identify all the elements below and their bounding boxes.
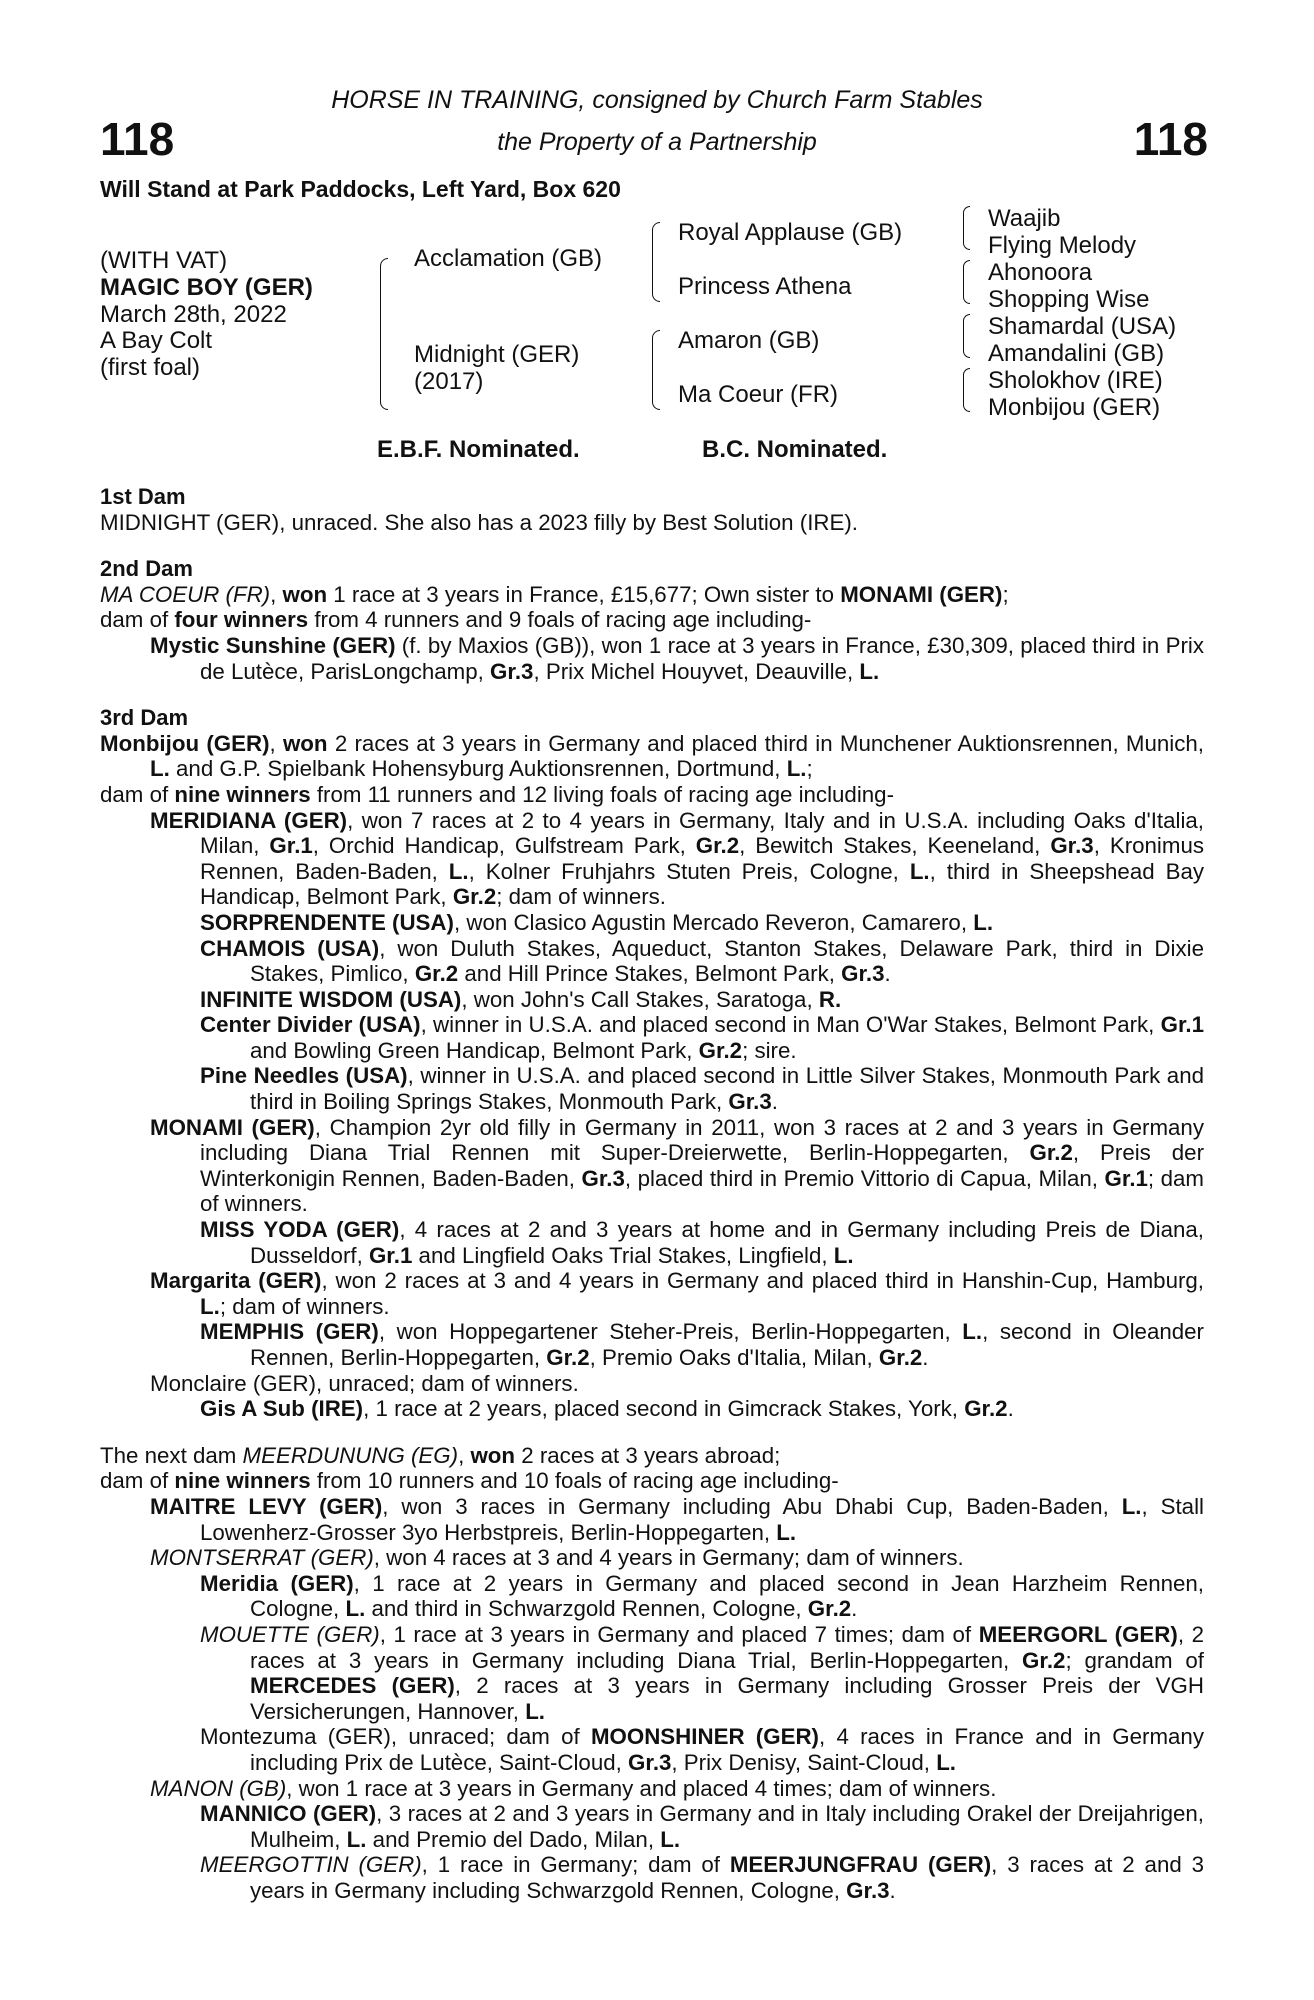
produce-miss-yoda: MISS YODA (GER), 4 races at 2 and 3 years at home and in Germany including Preis de Diana, Dusseldorf, Gr.1 and Lingfield Oaks Trial Stakes, Lingfield, L. (200, 1217, 1204, 1268)
produce-maitre-levy: MAITRE LEVY (GER), won 3 races in Germany including Abu Dhabi Cup, Baden-Baden, L., Stall Lowenherz-Grosser 3yo Herbstpreis, Berlin-Hoppegarten, L. (150, 1493, 1204, 1545)
pedigree-sire-dam: Princess Athena (678, 273, 852, 300)
produce-manon: MANON (GB), won 1 race at 3 years in Germany and placed 4 times; dam of winners. (150, 1775, 997, 1801)
pedigree-sire-sire: Royal Applause (GB) (678, 219, 903, 246)
lot-number-right: 118 (1133, 113, 1208, 165)
ebf-nominated: E.B.F. Nominated. (377, 436, 580, 463)
next-dam-line: The next dam MEERDUNUNG (EG), won 2 races at 3 years abroad; (100, 1442, 781, 1468)
produce-mystic-sunshine: Mystic Sunshine (GER) (f. by Maxios (GB)), won 1 race at 3 years in France, £30,309, placed third in Prix de Lutèce, ParisLongchamp, Gr.3, Prix Michel Houyvet, Deauville, L. (150, 632, 1204, 684)
pedigree-dam-year: (2017) (414, 368, 484, 395)
pedigree-sire: Acclamation (GB) (414, 245, 603, 272)
third-dam-produce-summary: dam of nine winners from 11 runners and 12 living foals of racing age including- (100, 781, 895, 807)
produce-infinite-wisdom: INFINITE WISDOM (USA), won John's Call Stakes, Saratoga, R. (200, 986, 842, 1012)
third-dam-heading: 3rd Dam (100, 705, 189, 731)
produce-margarita: Margarita (GER), won 2 races at 3 and 4 years in Germany and placed third in Hanshin-Cup, Hamburg, L.; dam of winners. (150, 1268, 1204, 1319)
pedigree-g6: Amandalini (GB) (988, 340, 1165, 367)
pedigree-brace-3d (963, 368, 970, 412)
produce-monami: MONAMI (GER), Champion 2yr old filly in Germany in 2011, won 3 races at 2 and 3 years in Germany including Diana Trial Rennen mit Super-Dreierwette, Berlin-Hoppegarten, Gr.2, Preis der Winterkonigin Rennen, Baden-Baden, Gr.3, placed third in Premio Vittorio di Capua, Milan, Gr.1; dam of winners. (150, 1114, 1205, 1217)
property-line: the Property of a Partnership (497, 128, 817, 156)
bc-nominated: B.C. Nominated. (702, 436, 888, 463)
produce-mouette: MOUETTE (GER), 1 race at 3 years in Germany and placed 7 times; dam of MEERGORL (GER), 2 races at 3 years in Germany including Diana Trial, Berlin-Hoppegarten, Gr.2; grandam of MERCEDES (GER), 2 races at 3 years in Germany including Grosser Preis der VGH Versicherungen, Hannover, L. (200, 1621, 1204, 1724)
catalogue-body (100, 484, 1204, 1903)
pedigree-dam-sire: Amaron (GB) (678, 327, 820, 354)
second-dam-heading: 2nd Dam (100, 556, 193, 582)
next-dam-name: MEERDUNUNG (EG) (242, 1442, 459, 1468)
produce-pine-needles: Pine Needles (USA), winner in U.S.A. and placed second in Little Silver Stakes, Monmouth Park and third in Boiling Springs Stakes, Monmouth Park, Gr.3. (200, 1063, 1204, 1115)
produce-meridiana: MERIDIANA (GER), won 7 races at 2 to 4 years in Germany, Italy and in U.S.A. including Oaks d'Italia, Milan, Gr.1, Orchid Handicap, Gulfstream Park, Gr.2, Bewitch Stakes, Keeneland, Gr.3, Kronimus Rennen, Baden-Baden, L., Kolner Fruhjahrs Stuten Preis, Cologne, L., third in Sheepshead Bay Handicap, Belmont Park, Gr.2; dam of winners. (150, 807, 1204, 910)
first-dam-text: MIDNIGHT (GER), unraced. She also has a 2023 filly by Best Solution (IRE). (100, 509, 858, 535)
pedigree-dam: Midnight (GER) (414, 341, 580, 368)
produce-mannico: MANNICO (GER), 3 races at 2 and 3 years in Germany and in Italy including Orakel der Dreijahrigen, Mulheim, L. and Premio del Dado, Milan, L. (200, 1801, 1204, 1852)
pedigree-brace-3b (963, 260, 970, 304)
second-dam-line: MA COEUR (FR), won 1 race at 3 years in France, £15,677; Own sister to MONAMI (GER); (100, 581, 1009, 607)
produce-memphis: MEMPHIS (GER), won Hoppegartener Steher-Preis, Berlin-Hoppegarten, L., second in Oleander Rennen, Berlin-Hoppegarten, Gr.2, Premio Oaks d'Italia, Milan, Gr.2. (200, 1319, 1204, 1370)
vat-note: (WITH VAT) (100, 247, 228, 274)
pedigree-g1: Waajib (988, 205, 1061, 232)
foaling-date: March 28th, 2022 (100, 301, 287, 328)
produce-sorprendente: SORPRENDENTE (USA), won Clasico Agustin Mercado Reveron, Camarero, L. (200, 909, 994, 935)
produce-montserrat: MONTSERRAT (GER), won 4 races at 3 and 4 years in Germany; dam of winners. (150, 1545, 964, 1571)
pedigree-brace-1 (380, 258, 388, 410)
pedigree-brace-3a (963, 206, 970, 250)
pedigree-g7: Sholokhov (IRE) (988, 367, 1163, 394)
pedigree-g5: Shamardal (USA) (988, 313, 1177, 340)
pedigree-g4: Shopping Wise (988, 286, 1150, 313)
next-dam-produce-summary: dam of nine winners from 10 runners and 10 foals of racing age including- (100, 1468, 839, 1494)
second-dam-produce-summary: dam of four winners from 4 runners and 9 foals of racing age including- (100, 607, 812, 633)
first-dam-heading: 1st Dam (100, 484, 186, 509)
pedigree-brace-2b (652, 330, 660, 410)
second-dam-name: MA COEUR (FR) (100, 581, 271, 607)
produce-center-divider: Center Divider (USA), winner in U.S.A. and placed second in Man O'War Stakes, Belmont Park, Gr.1 and Bowling Green Handicap, Belmont Park, Gr.2; sire. (200, 1012, 1204, 1063)
produce-montezuma: Montezuma (GER), unraced; dam of MOONSHINER (GER), 4 races in France and in Germany including Prix de Lutèce, Saint-Cloud, Gr.3, Prix Denisy, Saint-Cloud, L. (200, 1724, 1204, 1775)
produce-monclaire: Monclaire (GER), unraced; dam of winners. (150, 1370, 579, 1396)
lot-number-left: 118 (100, 113, 175, 165)
pedigree-brace-2a (652, 222, 660, 302)
produce-meergottin: MEERGOTTIN (GER), 1 race in Germany; dam of MEERJUNGFRAU (GER), 3 races at 2 and 3 years in Germany including Schwarzgold Rennen, Cologne, Gr.3. (200, 1852, 1205, 1903)
pedigree-g2: Flying Melody (988, 232, 1137, 259)
horse-name: MAGIC BOY (GER) (100, 274, 313, 301)
pedigree-brace-3c (963, 314, 970, 358)
horse-description: A Bay Colt (100, 327, 213, 354)
pedigree-g3: Ahonoora (988, 259, 1093, 286)
pedigree-g8: Monbijou (GER) (988, 394, 1161, 421)
pedigree-dam-dam: Ma Coeur (FR) (678, 381, 839, 408)
produce-chamois: CHAMOIS (USA), won Duluth Stakes, Aqueduct, Stanton Stakes, Delaware Park, third in Dixie Stakes, Pimlico, Gr.2 and Hill Prince Stakes, Belmont Park, Gr.3. (200, 935, 1204, 987)
produce-meridia: Meridia (GER), 1 race at 2 years in Germany and placed second in Jean Harzheim Rennen, Cologne, L. and third in Schwarzgold Rennen, Cologne, Gr.2. (200, 1570, 1204, 1622)
consignor-line: HORSE IN TRAINING, consigned by Church Farm Stables (331, 86, 983, 114)
third-dam-name: Monbijou (GER) (100, 730, 270, 756)
third-dam-line: Monbijou (GER), won 2 races at 3 years in Germany and placed third in Munchener Auktionsrennen, Munich, L. and G.P. Spielbank Hohensyburg Auktionsrennen, Dortmund, L.; (100, 730, 1204, 782)
stand-location: Will Stand at Park Paddocks, Left Yard, Box 620 (100, 176, 621, 202)
foal-note: (first foal) (100, 354, 201, 381)
produce-gis-a-sub: Gis A Sub (IRE), 1 race at 2 years, placed second in Gimcrack Stakes, York, Gr.2. (200, 1396, 1014, 1422)
